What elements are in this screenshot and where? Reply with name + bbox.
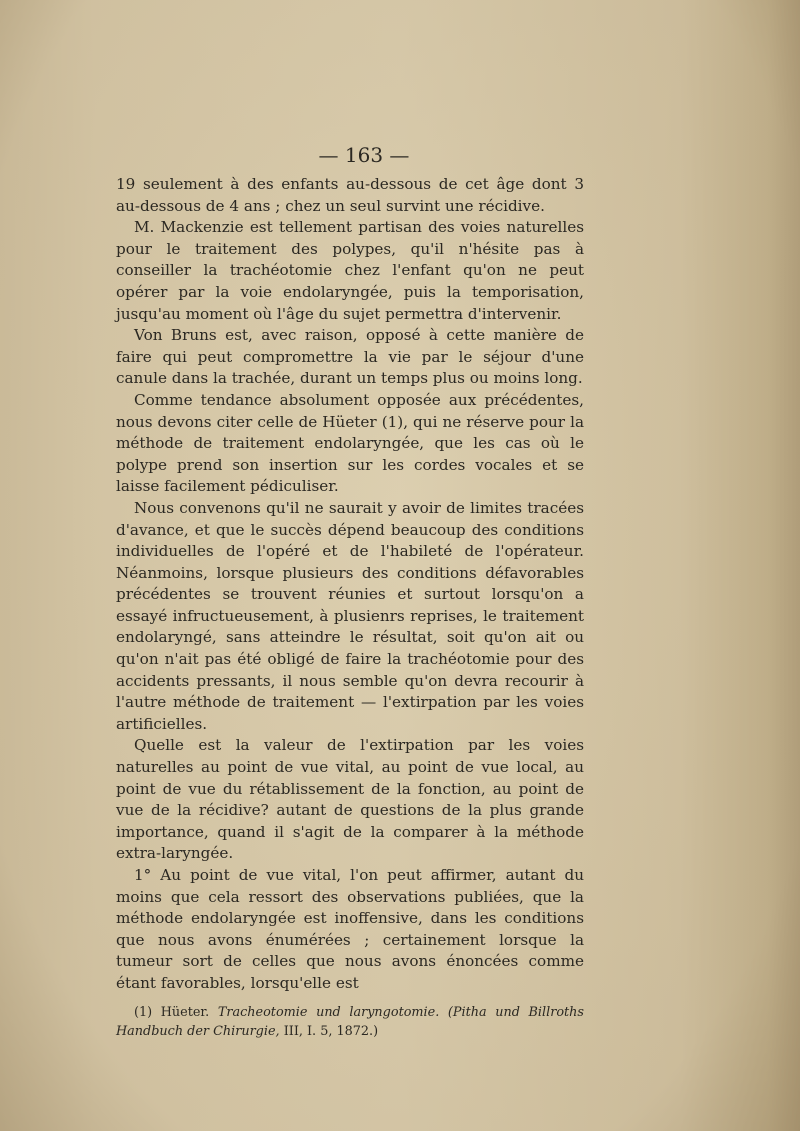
- paragraph-5: Nous convenons qu'il ne saurait y avoir de limites tracées d'avance, et que le succès dépend beaucoup des conditions individuelles de l'opéré et de l'habileté de l'opérateur. Néanmoins, lorsque plusieurs des conditions défavorables précédentes se trouvent réunies et surtout lorsqu'on a essayé infructueusement, à plusienrs reprises, le traitement endolaryngé, sans atteindre le résultat, soit qu'on ait ou qu'on n'ait pas été obligé de faire la trachéotomie pour des accidents pressants, il nous semble qu'on devra recourir à l'autre méthode de traitement — l'extirpation par les voies artificielles.: [116, 498, 584, 733]
- text-block: [116, 140, 584, 1041]
- footnote-title: Tracheotomie und laryngotomie. (Pitha und Billroths Handbuch der Chirurgie,: [116, 1004, 584, 1039]
- footnote-reference: III, I. 5, 1872.): [283, 1023, 379, 1039]
- footnote-marker: (1) Hüeter.: [134, 1004, 210, 1020]
- paragraph-1: 19 seulement à des enfants au-dessous de cet âge dont 3 au-dessous de 4 ans ; chez un seul survint une récidive.: [116, 175, 584, 215]
- page-number: — 163 —: [318, 143, 410, 167]
- paragraph-2: M. Mackenzie est tellement partisan des voies naturelles pour le traitement des polypes, qu'il n'hésite pas à conseiller la trachéotomie chez l'enfant qu'on ne peut opérer par la voie endolaryngée, puis la temporisation, jusqu'au moment où l'âge du sujet permettra d'intervenir.: [116, 218, 584, 323]
- paragraph-7: 1° Au point de vue vital, l'on peut affirmer, autant du moins que cela ressort des observations publiées, que la méthode endolaryngée est inoffensive, dans les conditions que nous avons énumérées ; certainement lorsque la tumeur sort de celles que nous avons énoncées comme étant favorables, lorsqu'elle est: [116, 866, 584, 992]
- paragraph-6: Quelle est la valeur de l'extirpation par les voies naturelles au point de vue vital, au point de vue local, au point de vue du rétablissement de la fonction, au point de vue de la récidive? autant de questions de la plus grande importance, quand il s'agit de la comparer à la méthode extra-laryngée.: [116, 736, 584, 863]
- body-text: [116, 174, 584, 995]
- paragraph-3: Von Bruns est, avec raison, opposé à cette manière de faire qui peut compromettre la vie par le séjour d'une canule dans la trachée, durant un temps plus ou moins long.: [116, 326, 584, 388]
- footnote-1: [116, 1003, 584, 1041]
- paragraph-4: Comme tendance absolument opposée aux précédentes, nous devons citer celle de Hüeter (1), qui ne réserve pour la méthode de traitement endolaryngée, que les cas où le polype prend son insertion sur les cordes vocales et se laisse facilement pédiculiser.: [116, 390, 584, 496]
- footnotes: [116, 1003, 584, 1041]
